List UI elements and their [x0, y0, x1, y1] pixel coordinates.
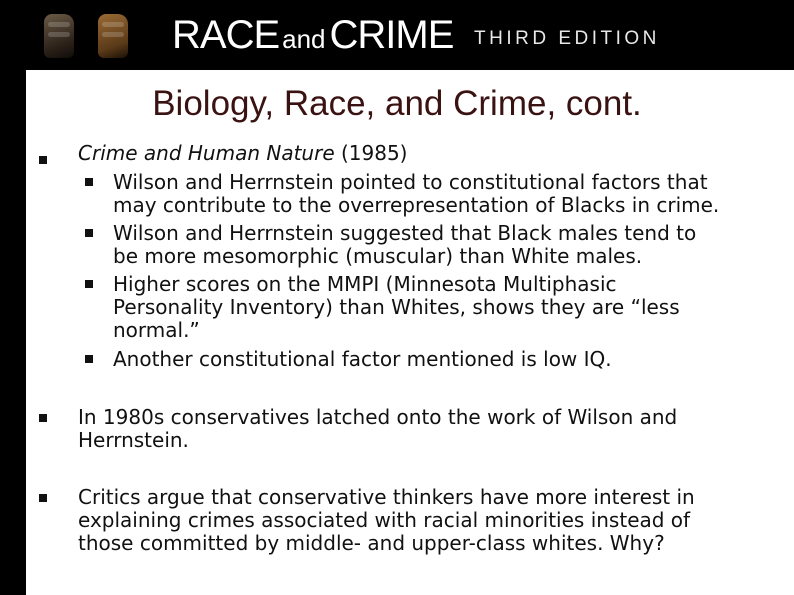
logo-crime: CRIME — [329, 13, 454, 57]
bullet-3-line: explaining crimes associated with racial minorities instead of — [78, 508, 691, 532]
bullet-marker — [39, 156, 47, 164]
sub-bullet-3 — [113, 273, 680, 342]
slide-title: Biology, Race, and Crime, cont. — [152, 84, 642, 123]
sub-bullet-2 — [113, 222, 696, 268]
fist-image-dark — [44, 14, 74, 58]
edition-label: THIRD EDITION — [474, 28, 660, 49]
sub-bullet-1-line: may contribute to the overrepresentation of Blacks in crime. — [113, 193, 720, 217]
bullet-3-line: Critics argue that conservative thinkers have more interest in — [78, 485, 695, 509]
sub-bullet-2-line: be more mesomorphic (muscular) than White males. — [113, 244, 643, 268]
bullet-2-line: Herrnstein. — [78, 428, 189, 452]
bullet-marker — [39, 494, 47, 502]
sub-bullet-1-line: Wilson and Herrnstein pointed to constitutional factors that — [113, 170, 708, 194]
logo-race: RACE — [172, 13, 280, 57]
logo-and: and — [282, 24, 326, 54]
sub-bullet-3-line: Personality Inventory) than Whites, shows they are “less — [113, 295, 680, 319]
book-year: (1985) — [334, 141, 408, 165]
sub-bullet-2-line: Wilson and Herrnstein suggested that Black males tend to — [113, 221, 697, 245]
bullet-1-heading — [78, 142, 408, 165]
bullet-marker — [39, 414, 47, 422]
slide-body — [26, 70, 794, 595]
sub-bullet-3-line: Higher scores on the MMPI (Minnesota Multiphasic — [113, 272, 617, 296]
book-logo — [172, 15, 453, 55]
sub-bullet-4-line: Another constitutional factor mentioned is low IQ. — [113, 347, 612, 371]
sub-bullet-marker — [85, 280, 93, 288]
bullet-2-line: In 1980s conservatives latched onto the work of Wilson and — [78, 405, 678, 429]
bullet-3 — [78, 486, 695, 555]
fist-image-brown — [98, 14, 128, 58]
bullet-2 — [78, 406, 677, 452]
sub-bullet-marker — [85, 355, 93, 363]
sub-bullet-3-line: normal.” — [113, 318, 200, 342]
sub-bullet-marker — [85, 229, 93, 237]
sub-bullet-1 — [113, 171, 719, 217]
book-header — [0, 0, 794, 70]
sub-bullet-4 — [113, 348, 612, 371]
bullet-3-line: those committed by middle- and upper-class whites. Why? — [78, 531, 665, 555]
sub-bullet-marker — [85, 178, 93, 186]
book-title: Crime and Human Nature — [78, 141, 335, 165]
